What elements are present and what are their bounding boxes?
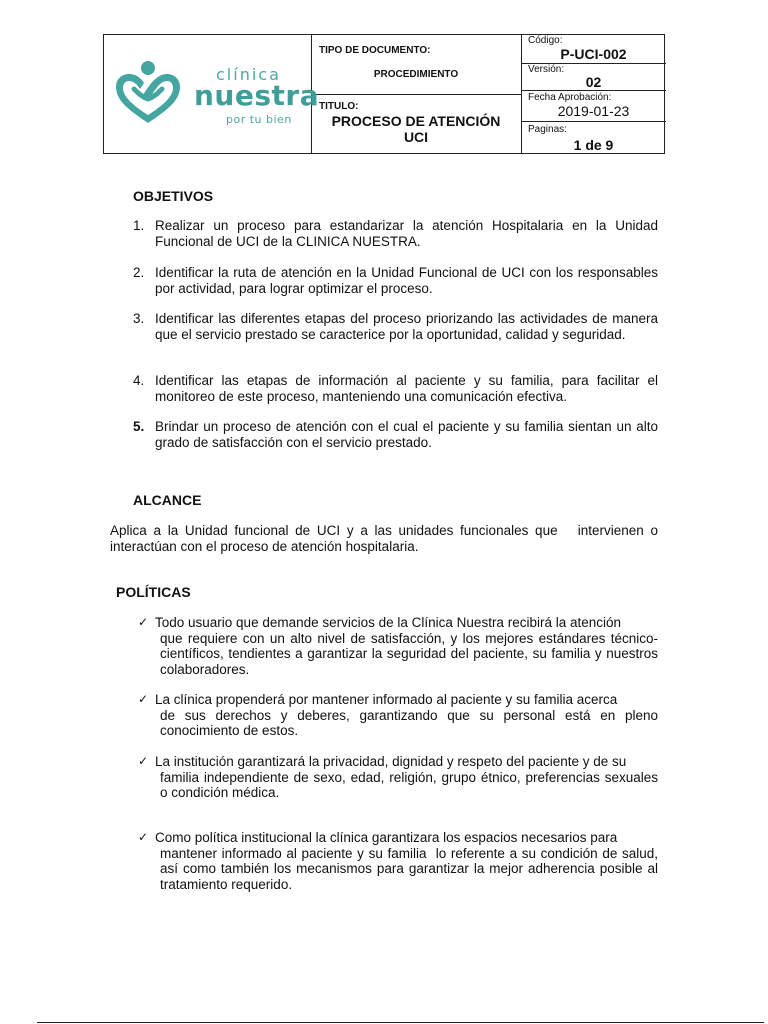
list-item-text: Brindar un proceso de atención con el cual el paciente y su familia sientan un alto grado de satisfacción con el servicio prestado.	[155, 419, 658, 450]
list-item	[138, 692, 658, 739]
version-label: Versión:	[528, 64, 565, 75]
policy-text-first-line: Como política institucional la clínica garantizara los espacios necesarios para	[155, 830, 618, 845]
list-item	[138, 615, 658, 677]
list-item-number: 1.	[133, 218, 145, 233]
list-item	[133, 265, 658, 296]
logo-text-nuestra: nuestra	[194, 79, 320, 112]
header-divider	[311, 94, 521, 95]
list-item-text: Identificar las etapas de información al paciente y su familia, para facilitar el monitoreo de este proceso, manteniendo una comunicación efectiva.	[155, 373, 658, 404]
policy-text: de sus derechos y deberes, garantizando que su personal está en pleno conocimiento de estos.	[160, 707, 658, 738]
politicas-heading: POLÍTICAS	[116, 584, 191, 600]
tipo-documento-value: PROCEDIMIENTO	[373, 69, 459, 80]
policy-text: que requiere con un alto nivel de satisfacción, y los mejores estándares técnico-científicos, tendientes a garantizar la seguridad del paciente, su familia y nuestros colaboradores.	[160, 630, 658, 677]
alcance-heading: ALCANCE	[133, 492, 202, 508]
list-item	[133, 218, 658, 249]
codigo-value: P-UCI-002	[560, 46, 627, 62]
header-divider	[521, 90, 666, 91]
titulo-label: TITULO:	[319, 101, 359, 112]
policy-text-first-line: La institución garantizará la privacidad, dignidad y respeto del paciente y de su	[155, 754, 627, 769]
document-header-table	[103, 34, 665, 154]
checkmark-icon: ✓	[138, 692, 149, 706]
alcance-text: Aplica a la Unidad funcional de UCI y a las unidades funcionales que intervienen o interactúan con el proceso de atención hospitalaria.	[110, 523, 662, 554]
policy-text-first-line: Todo usuario que demande servicios de la Clínica Nuestra recibirá la atención	[155, 615, 622, 630]
clinica-nuestra-logo	[112, 57, 320, 132]
objetivos-heading: OBJETIVOS	[133, 188, 214, 204]
fecha-aprobacion-label: Fecha Aprobación:	[528, 92, 612, 103]
footer-divider	[37, 1022, 764, 1023]
checkmark-icon: ✓	[138, 830, 149, 844]
list-item-number: 2.	[133, 265, 145, 280]
tipo-documento-label: TIPO DE DOCUMENTO:	[319, 45, 431, 56]
list-item-text: Realizar un proceso para estandarizar la atención Hospitalaria en la Unidad Funcional de UCI de la CLINICA NUESTRA.	[155, 218, 658, 249]
document-title	[311, 113, 521, 145]
paginas-value: 1 de 9	[573, 137, 614, 153]
policy-text: familia independiente de sexo, edad, religión, grupo étnico, preferencias sexuales o condición médica.	[160, 769, 658, 800]
fecha-aprobacion-value: 2019-01-23	[557, 103, 630, 119]
policy-text: mantener informado al paciente y su familia lo referente a su condición de salud, así como también los mecanismos para garantizar la mejor adherencia posible al tratamiento requerido.	[160, 845, 662, 892]
document-title-line: PROCESO DE ATENCIÓN	[331, 113, 501, 129]
list-item-text: Identificar las diferentes etapas del proceso priorizando las actividades de manera que el servicio prestado se caracterice por la oportunidad, calidad y seguridad.	[155, 311, 658, 342]
document-title-line: UCI	[403, 129, 429, 145]
list-item-text: Identificar la ruta de atención en la Unidad Funcional de UCI con los responsables por actividad, para lograr optimizar el proceso.	[155, 265, 658, 296]
list-item-number: 3.	[133, 311, 145, 326]
version-value: 02	[585, 74, 602, 90]
list-item	[133, 311, 658, 342]
list-item-number: 4.	[133, 373, 145, 388]
list-item	[133, 373, 658, 404]
list-item	[133, 419, 658, 450]
list-item	[138, 830, 662, 892]
codigo-label: Código:	[528, 35, 563, 46]
logo-text-clinica: clínica	[216, 65, 281, 84]
header-divider	[521, 121, 666, 122]
logo-tagline: por tu bien	[226, 113, 292, 126]
checkmark-icon: ✓	[138, 615, 149, 629]
policy-text-first-line: La clínica propenderá por mantener informado al paciente y su familia acerca	[155, 692, 618, 707]
checkmark-icon: ✓	[138, 754, 149, 768]
logo-heart-icon	[112, 59, 184, 125]
paginas-label: Paginas:	[528, 124, 567, 135]
list-item-number: 5.	[133, 419, 145, 434]
list-item	[138, 754, 658, 801]
